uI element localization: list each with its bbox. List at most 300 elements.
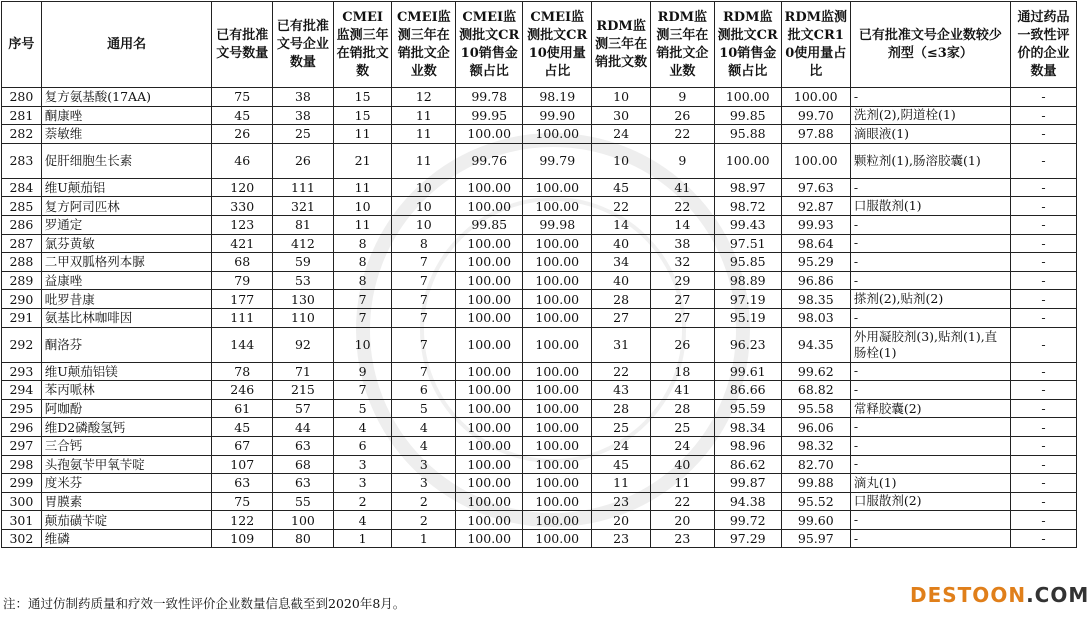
table-cell: 100.00	[523, 125, 592, 144]
table-cell: 1	[333, 529, 392, 548]
table-row	[2, 253, 1077, 272]
table-cell: -	[850, 455, 1010, 474]
destoon-logo	[910, 583, 1089, 607]
table-row	[2, 125, 1077, 144]
table-cell: -	[850, 362, 1010, 381]
table-cell: 100	[273, 511, 334, 530]
table-cell: 18	[650, 362, 714, 381]
table-row	[2, 178, 1077, 197]
table-cell: 头孢氨苄甲氧苄啶	[41, 455, 212, 474]
table-cell: 复方阿司匹林	[41, 197, 212, 216]
table-cell: 99.76	[456, 143, 523, 178]
table-cell: 100.00	[456, 381, 523, 400]
table-cell: 22	[592, 362, 651, 381]
table-cell: -	[850, 234, 1010, 253]
table-cell: 10	[333, 197, 392, 216]
footnote: 注：通过仿制药质量和疗效一致性评价企业数量信息截至到2020年8月。	[3, 596, 406, 611]
table-row	[2, 271, 1077, 290]
table-cell: 43	[592, 381, 651, 400]
table-cell: 95.59	[714, 399, 781, 418]
table-cell: 1	[392, 529, 456, 548]
table-cell: 98.03	[781, 308, 850, 327]
table-cell: 8	[392, 234, 456, 253]
table-cell: 吡罗昔康	[41, 290, 212, 309]
table-cell: 26	[273, 143, 334, 178]
table-cell: 搽剂(2),贴剂(2)	[850, 290, 1010, 309]
table-cell: 330	[212, 197, 273, 216]
table-row	[2, 381, 1077, 400]
table-cell: 99.60	[781, 511, 850, 530]
table-row	[2, 215, 1077, 234]
column-header: 序号	[2, 2, 42, 88]
table-cell: 109	[212, 529, 273, 548]
table-cell: 颗粒剂(1),肠溶胶囊(1)	[850, 143, 1010, 178]
column-header: 通用名	[41, 2, 212, 88]
table-cell: 4	[392, 418, 456, 437]
table-cell: 41	[650, 178, 714, 197]
table-cell: 益康唑	[41, 271, 212, 290]
table-row	[2, 197, 1077, 216]
table-cell: 8	[333, 234, 392, 253]
table-cell: 99.93	[781, 215, 850, 234]
table-cell: 3	[333, 455, 392, 474]
table-cell: 10	[392, 197, 456, 216]
table-cell: 286	[2, 215, 42, 234]
table-cell: 29	[650, 271, 714, 290]
table-cell: 292	[2, 327, 42, 362]
table-cell: 100.00	[781, 88, 850, 107]
table-row	[2, 308, 1077, 327]
table-cell: 63	[273, 436, 334, 455]
table-cell: 53	[273, 271, 334, 290]
table-cell: 98.97	[714, 178, 781, 197]
table-cell: -	[850, 418, 1010, 437]
table-cell: 10	[592, 143, 651, 178]
table-cell: 95.19	[714, 308, 781, 327]
table-cell: 46	[212, 143, 273, 178]
table-cell: -	[850, 436, 1010, 455]
table-cell: 11	[392, 106, 456, 125]
table-row	[2, 455, 1077, 474]
table-cell: 24	[592, 436, 651, 455]
table-cell: 5	[333, 399, 392, 418]
table-cell: 促肝细胞生长素	[41, 143, 212, 178]
table-cell: 99.85	[456, 215, 523, 234]
table-cell: 299	[2, 474, 42, 493]
table-cell: 421	[212, 234, 273, 253]
table-cell: 82.70	[781, 455, 850, 474]
table-cell: 100.00	[523, 327, 592, 362]
table-row	[2, 529, 1077, 548]
table-row	[2, 492, 1077, 511]
table-cell: 7	[392, 290, 456, 309]
table-cell: 98.64	[781, 234, 850, 253]
table-cell: 97.88	[781, 125, 850, 144]
table-cell: 97.19	[714, 290, 781, 309]
table-cell: 280	[2, 88, 42, 107]
column-header: CMEI监测批文CR10销售金额占比	[456, 2, 523, 88]
column-header: 已有批准文号企业数量	[273, 2, 334, 88]
table-cell: 2	[392, 511, 456, 530]
table-cell: 维D2磷酸氢钙	[41, 418, 212, 437]
table-cell: 295	[2, 399, 42, 418]
table-cell: 14	[650, 215, 714, 234]
table-cell: 22	[650, 492, 714, 511]
table-cell: 7	[392, 308, 456, 327]
table-cell: 9	[650, 88, 714, 107]
table-cell: -	[850, 308, 1010, 327]
table-cell: 301	[2, 511, 42, 530]
table-cell: 9	[650, 143, 714, 178]
table-cell: 45	[212, 418, 273, 437]
table-cell: 维磷	[41, 529, 212, 548]
table-row	[2, 436, 1077, 455]
table-cell: 110	[273, 308, 334, 327]
table-cell: 26	[650, 106, 714, 125]
table-cell: 98.35	[781, 290, 850, 309]
table-cell: 100.00	[456, 290, 523, 309]
table-cell: 8	[333, 253, 392, 272]
table-cell: -	[1010, 436, 1076, 455]
table-row	[2, 474, 1077, 493]
column-header: CMEI监测三年在销批文企业数	[392, 2, 456, 88]
column-header: CMEI监测批文CR10使用量占比	[523, 2, 592, 88]
table-cell: 颠茄磺苄啶	[41, 511, 212, 530]
table-cell: 95.58	[781, 399, 850, 418]
table-cell: 57	[273, 399, 334, 418]
table-row	[2, 290, 1077, 309]
table-cell: -	[1010, 125, 1076, 144]
table-cell: 98.32	[781, 436, 850, 455]
table-cell: 100.00	[523, 234, 592, 253]
table-cell: 度米芬	[41, 474, 212, 493]
table-row	[2, 362, 1077, 381]
table-cell: 100.00	[456, 362, 523, 381]
table-cell: 45	[592, 178, 651, 197]
table-cell: 7	[392, 253, 456, 272]
table-cell: 阿咖酚	[41, 399, 212, 418]
table-cell: 111	[212, 308, 273, 327]
table-cell: 100.00	[714, 143, 781, 178]
table-cell: 63	[212, 474, 273, 493]
table-cell: 萘敏维	[41, 125, 212, 144]
table-cell: 100.00	[456, 234, 523, 253]
table-row	[2, 399, 1077, 418]
table-cell: 59	[273, 253, 334, 272]
table-cell: 96.86	[781, 271, 850, 290]
table-cell: 11	[592, 474, 651, 493]
table-cell: 100.00	[523, 308, 592, 327]
table-cell: -	[1010, 234, 1076, 253]
table-cell: 290	[2, 290, 42, 309]
table-cell: 283	[2, 143, 42, 178]
table-cell: 100.00	[523, 381, 592, 400]
table-cell: 22	[650, 125, 714, 144]
column-header: 已有批准文号数量	[212, 2, 273, 88]
table-cell: 97.63	[781, 178, 850, 197]
table-cell: 27	[650, 290, 714, 309]
table-cell: 99.95	[456, 106, 523, 125]
logo-text-suffix: .COM	[1026, 583, 1089, 607]
table-cell: 99.98	[523, 215, 592, 234]
table-cell: 98.34	[714, 418, 781, 437]
table-cell: 31	[592, 327, 651, 362]
table-row	[2, 88, 1077, 107]
table-cell: 10	[333, 327, 392, 362]
table-header-row	[2, 2, 1077, 88]
table-cell: 107	[212, 455, 273, 474]
table-cell: 95.88	[714, 125, 781, 144]
table-cell: 97.29	[714, 529, 781, 548]
table-cell: 23	[592, 529, 651, 548]
table-cell: -	[1010, 399, 1076, 418]
table-cell: 20	[650, 511, 714, 530]
table-cell: 11	[333, 125, 392, 144]
table-cell: 130	[273, 290, 334, 309]
table-cell: 100.00	[456, 492, 523, 511]
table-cell: 99.72	[714, 511, 781, 530]
table-cell: 外用凝胶剂(3),贴剂(1),直肠栓(1)	[850, 327, 1010, 362]
column-header: 通过药品一致性评价的企业数量	[1010, 2, 1076, 88]
table-cell: 4	[333, 418, 392, 437]
table-cell: 99.61	[714, 362, 781, 381]
table-cell: 酮洛芬	[41, 327, 212, 362]
table-cell: 100.00	[523, 362, 592, 381]
table-cell: 100.00	[523, 197, 592, 216]
table-cell: -	[1010, 271, 1076, 290]
table-cell: 63	[273, 474, 334, 493]
table-cell: 34	[592, 253, 651, 272]
table-cell: 100.00	[456, 308, 523, 327]
table-cell: 99.62	[781, 362, 850, 381]
table-cell: 氨基比林咖啡因	[41, 308, 212, 327]
table-cell: 41	[650, 381, 714, 400]
table-cell: 44	[273, 418, 334, 437]
table-cell: 284	[2, 178, 42, 197]
table-cell: 26	[212, 125, 273, 144]
table-cell: -	[1010, 106, 1076, 125]
table-cell: 7	[392, 327, 456, 362]
table-cell: 100.00	[456, 529, 523, 548]
table-cell: 100.00	[456, 327, 523, 362]
table-cell: 10	[392, 215, 456, 234]
table-cell: -	[850, 511, 1010, 530]
column-header: RDM监测三年在销批文数	[592, 2, 651, 88]
table-cell: 100.00	[456, 271, 523, 290]
table-cell: 289	[2, 271, 42, 290]
table-cell: 71	[273, 362, 334, 381]
table-cell: 24	[650, 436, 714, 455]
column-header: RDM监测批文CR10使用量占比	[781, 2, 850, 88]
table-cell: 40	[592, 234, 651, 253]
table-cell: 99.43	[714, 215, 781, 234]
table-cell: 23	[592, 492, 651, 511]
table-cell: 口服散剂(2)	[850, 492, 1010, 511]
table-cell: 32	[650, 253, 714, 272]
table-cell: 22	[650, 197, 714, 216]
table-cell: 95.29	[781, 253, 850, 272]
table-cell: 302	[2, 529, 42, 548]
table-cell: 4	[392, 436, 456, 455]
table-cell: -	[850, 529, 1010, 548]
table-cell: 100.00	[714, 88, 781, 107]
column-header: RDM监测三年在销批文企业数	[650, 2, 714, 88]
table-cell: 86.62	[714, 455, 781, 474]
table-cell: 97.51	[714, 234, 781, 253]
table-cell: 100.00	[523, 271, 592, 290]
table-cell: 99.88	[781, 474, 850, 493]
table-cell: -	[1010, 197, 1076, 216]
table-cell: -	[1010, 253, 1076, 272]
table-cell: -	[850, 253, 1010, 272]
table-cell: 38	[273, 106, 334, 125]
table-cell: 98.72	[714, 197, 781, 216]
table-cell: 78	[212, 362, 273, 381]
table-cell: -	[850, 215, 1010, 234]
table-cell: 99.90	[523, 106, 592, 125]
table-cell: 281	[2, 106, 42, 125]
table-cell: 40	[650, 455, 714, 474]
table-cell: 215	[273, 381, 334, 400]
table-cell: 75	[212, 88, 273, 107]
table-cell: 95.85	[714, 253, 781, 272]
table-cell: 25	[592, 418, 651, 437]
table-cell: 38	[650, 234, 714, 253]
table-cell: 25	[273, 125, 334, 144]
table-cell: 412	[273, 234, 334, 253]
table-cell: 95.97	[781, 529, 850, 548]
table-cell: 11	[650, 474, 714, 493]
table-cell: 293	[2, 362, 42, 381]
table-cell: 99.78	[456, 88, 523, 107]
table-cell: 94.38	[714, 492, 781, 511]
table-cell: 291	[2, 308, 42, 327]
table-cell: 30	[592, 106, 651, 125]
table-cell: 氯芬黄敏	[41, 234, 212, 253]
table-cell: 维U颠茄铝	[41, 178, 212, 197]
table-cell: 45	[212, 106, 273, 125]
table-cell: 98.96	[714, 436, 781, 455]
table-cell: 61	[212, 399, 273, 418]
table-cell: 300	[2, 492, 42, 511]
table-cell: 99.79	[523, 143, 592, 178]
table-cell: 100.00	[456, 436, 523, 455]
table-cell: 100.00	[456, 418, 523, 437]
table-cell: 胃膜素	[41, 492, 212, 511]
table-cell: 95.52	[781, 492, 850, 511]
table-cell: 14	[592, 215, 651, 234]
table-cell: 27	[592, 308, 651, 327]
table-cell: 100.00	[523, 399, 592, 418]
table-cell: 321	[273, 197, 334, 216]
table-cell: 23	[650, 529, 714, 548]
table-row	[2, 511, 1077, 530]
table-cell: 296	[2, 418, 42, 437]
table-cell: 维U颠茄铝镁	[41, 362, 212, 381]
table-cell: -	[1010, 474, 1076, 493]
table-cell: 287	[2, 234, 42, 253]
table-cell: 28	[592, 290, 651, 309]
table-cell: -	[1010, 215, 1076, 234]
table-cell: 二甲双胍格列本脲	[41, 253, 212, 272]
table-cell: 285	[2, 197, 42, 216]
table-cell: 7	[333, 381, 392, 400]
table-cell: 11	[392, 125, 456, 144]
table-cell: 11	[333, 178, 392, 197]
table-cell: -	[1010, 88, 1076, 107]
table-cell: 100.00	[523, 455, 592, 474]
table-cell: 246	[212, 381, 273, 400]
table-cell: 100.00	[456, 511, 523, 530]
table-cell: -	[1010, 381, 1076, 400]
table-cell: -	[850, 88, 1010, 107]
table-cell: 75	[212, 492, 273, 511]
table-cell: -	[1010, 327, 1076, 362]
table-cell: 92	[273, 327, 334, 362]
table-cell: 4	[333, 511, 392, 530]
table-cell: 11	[392, 143, 456, 178]
table-cell: 常释胶囊(2)	[850, 399, 1010, 418]
table-cell: 98.19	[523, 88, 592, 107]
table-cell: -	[850, 271, 1010, 290]
table-cell: 100.00	[456, 178, 523, 197]
table-cell: 100.00	[456, 455, 523, 474]
table-cell: -	[1010, 455, 1076, 474]
table-cell: 111	[273, 178, 334, 197]
table-cell: 100.00	[456, 474, 523, 493]
table-cell: 7	[392, 362, 456, 381]
table-cell: 122	[212, 511, 273, 530]
table-cell: 100.00	[523, 418, 592, 437]
table-cell: 68.82	[781, 381, 850, 400]
table-cell: 68	[273, 455, 334, 474]
table-cell: 15	[333, 88, 392, 107]
table-cell: 92.87	[781, 197, 850, 216]
table-cell: 38	[273, 88, 334, 107]
table-cell: 3	[392, 455, 456, 474]
table-cell: -	[1010, 143, 1076, 178]
table-cell: 99.85	[714, 106, 781, 125]
table-cell: 15	[333, 106, 392, 125]
table-cell: 酮康唑	[41, 106, 212, 125]
table-cell: -	[1010, 529, 1076, 548]
table-cell: 100.00	[456, 399, 523, 418]
column-header: 已有批准文号企业数较少剂型（≤3家）	[850, 2, 1010, 88]
table-cell: 96.06	[781, 418, 850, 437]
table-cell: 10	[392, 178, 456, 197]
table-cell: 294	[2, 381, 42, 400]
table-cell: -	[850, 178, 1010, 197]
table-cell: -	[1010, 511, 1076, 530]
table-cell: -	[1010, 290, 1076, 309]
table-cell: 99.70	[781, 106, 850, 125]
table-body	[2, 88, 1077, 548]
table-cell: 8	[333, 271, 392, 290]
table-cell: 7	[333, 308, 392, 327]
table-row	[2, 418, 1077, 437]
table-cell: 100.00	[456, 197, 523, 216]
logo-text-main: DESTOON	[910, 583, 1027, 607]
table-cell: 45	[592, 455, 651, 474]
table-cell: 100.00	[523, 253, 592, 272]
table-cell: -	[1010, 362, 1076, 381]
table-cell: 罗通定	[41, 215, 212, 234]
table-cell: 120	[212, 178, 273, 197]
table-cell: 27	[650, 308, 714, 327]
column-header: RDM监测批文CR10销售金额占比	[714, 2, 781, 88]
table-cell: 100.00	[523, 290, 592, 309]
table-cell: 三合钙	[41, 436, 212, 455]
